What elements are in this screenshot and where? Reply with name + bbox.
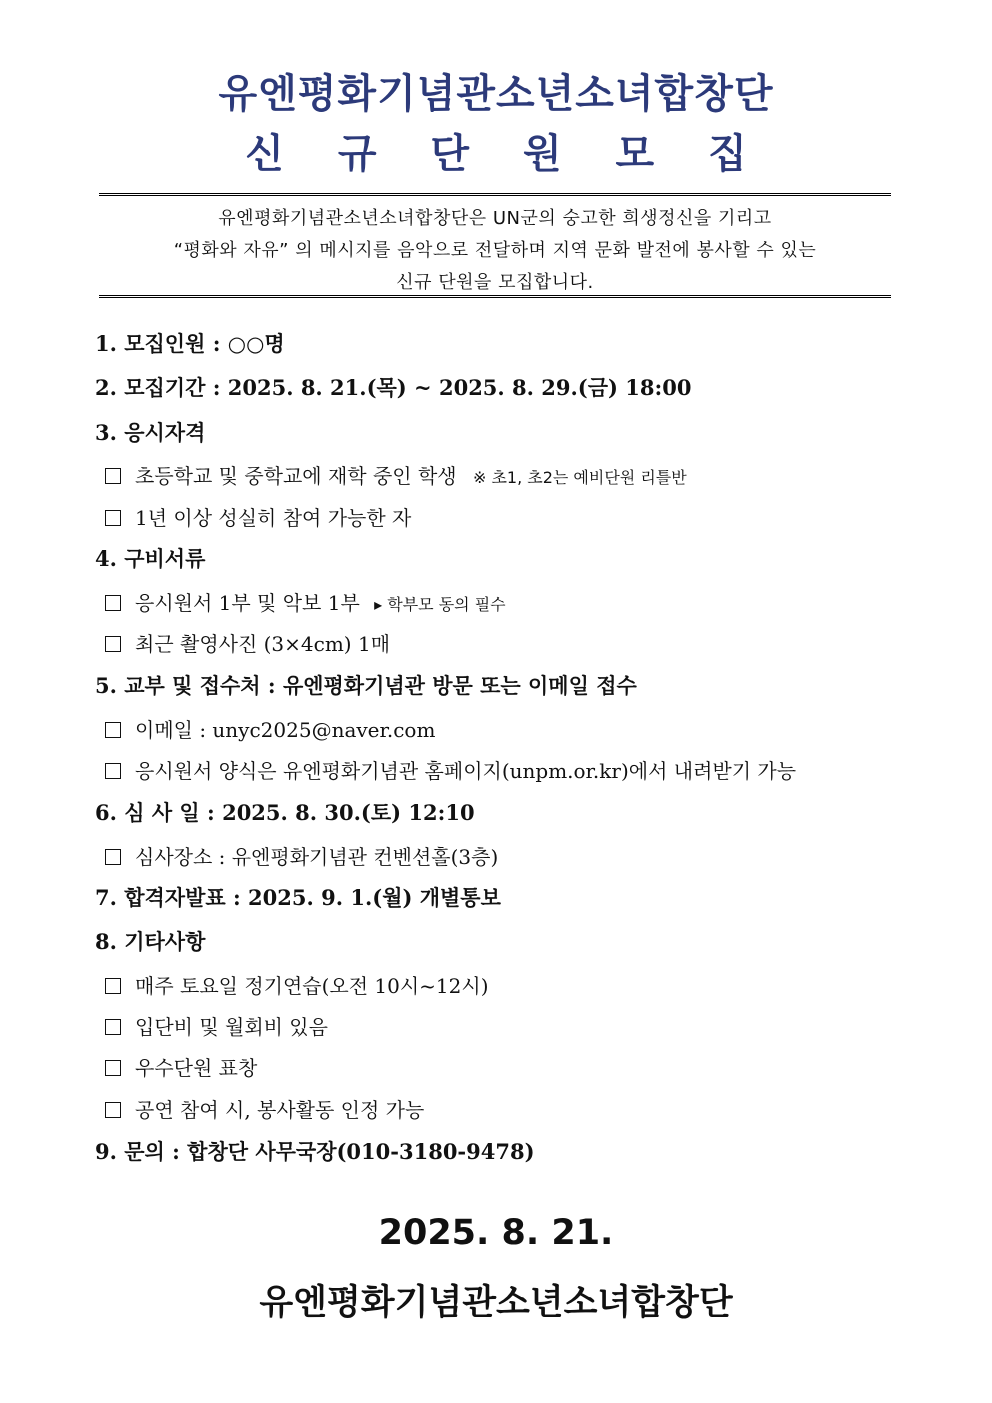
- etc-item-2-text: 입단비 및 월회비 있음: [135, 1015, 328, 1039]
- section-submission: 5. 교부 및 접수처 : 유엔평화기념관 방문 또는 이메일 접수: [95, 673, 637, 698]
- eligibility-item-2-text: 1년 이상 성실히 참여 가능한 자: [135, 506, 412, 530]
- etc-item-3-text: 우수단원 표창: [135, 1056, 258, 1080]
- checkbox-icon: [105, 510, 121, 526]
- documents-item-1: [105, 587, 506, 616]
- etc-item-4-text: 공연 참여 시, 봉사활동 인정 가능: [135, 1098, 425, 1122]
- etc-item-1-text: 매주 토요일 정기연습(오전 10시~12시): [135, 974, 489, 998]
- documents-item-2-text: 최근 촬영사진 (3×4cm) 1매: [135, 632, 391, 656]
- submission-item-2: [105, 755, 796, 784]
- section-recruit-period: 2. 모집기간 : 2025. 8. 21.(목) ~ 2025. 8. 29.(금) 18:00: [95, 375, 692, 400]
- documents-item-2: [105, 628, 390, 657]
- submission-form-text: 응시원서 양식은 유엔평화기념관 홈페이지(unpm.or.kr)에서 내려받기 가능: [135, 759, 797, 783]
- checkbox-icon: [105, 1060, 121, 1076]
- intro-box: [99, 193, 891, 298]
- checkbox-icon: [105, 595, 121, 611]
- document-title: 유엔평화기념관소년소녀합창단: [218, 71, 774, 117]
- section-audition-date: 6. 심 사 일 : 2025. 8. 30.(토) 12:10: [95, 800, 475, 825]
- section-recruit-count: 1. 모집인원 : ○○명: [95, 331, 285, 356]
- etc-item-1: [105, 970, 489, 999]
- document-subtitle: 신 규 단 원 모 집: [245, 131, 767, 177]
- section-result: 7. 합격자발표 : 2025. 9. 1.(월) 개별통보: [95, 885, 501, 910]
- eligibility-note: ※ 초1, 초2는 예비단원 리틀반: [472, 468, 687, 487]
- checkbox-icon: [105, 1019, 121, 1035]
- documents-item-1-text: 응시원서 1부 및 악보 1부: [135, 591, 360, 615]
- checkbox-icon: [105, 722, 121, 738]
- section-eligibility: 3. 응시자격: [95, 420, 206, 445]
- document-date: 2025. 8. 21.: [378, 1213, 614, 1253]
- checkbox-icon: [105, 849, 121, 865]
- etc-item-4: [105, 1094, 424, 1123]
- checkbox-icon: [105, 763, 121, 779]
- etc-item-2: [105, 1011, 328, 1040]
- eligibility-item-2: [105, 502, 411, 531]
- eligibility-item-1-text: 초등학교 및 중학교에 재학 중인 학생: [135, 464, 457, 488]
- documents-note: ▸ 학부모 동의 필수: [374, 595, 506, 614]
- intro-line-2: “평화와 자유” 의 메시지를 음악으로 전달하며 지역 문화 발전에 봉사할 수 있는: [173, 240, 817, 261]
- checkbox-icon: [105, 978, 121, 994]
- eligibility-item-1: [105, 460, 687, 489]
- organization-name: 유엔평화기념관소년소녀합창단: [259, 1283, 733, 1323]
- etc-item-3: [105, 1052, 257, 1081]
- audition-place: 심사장소 : 유엔평화기념관 컨벤션홀(3층): [135, 845, 499, 869]
- intro-line-1: 유엔평화기념관소년소녀합창단은 UN군의 숭고한 희생정신을 기리고: [218, 208, 772, 229]
- checkbox-icon: [105, 468, 121, 484]
- section-etc: 8. 기타사항: [95, 929, 206, 954]
- audition-item-1: [105, 841, 498, 870]
- submission-email: 이메일 : unyc2025@naver.com: [135, 718, 436, 742]
- intro-line-3: 신규 단원을 모집합니다.: [396, 272, 594, 293]
- checkbox-icon: [105, 636, 121, 652]
- section-documents: 4. 구비서류: [95, 546, 206, 571]
- checkbox-icon: [105, 1102, 121, 1118]
- section-contact: 9. 문의 : 합창단 사무국장(010-3180-9478): [95, 1139, 535, 1164]
- submission-item-1: [105, 714, 435, 743]
